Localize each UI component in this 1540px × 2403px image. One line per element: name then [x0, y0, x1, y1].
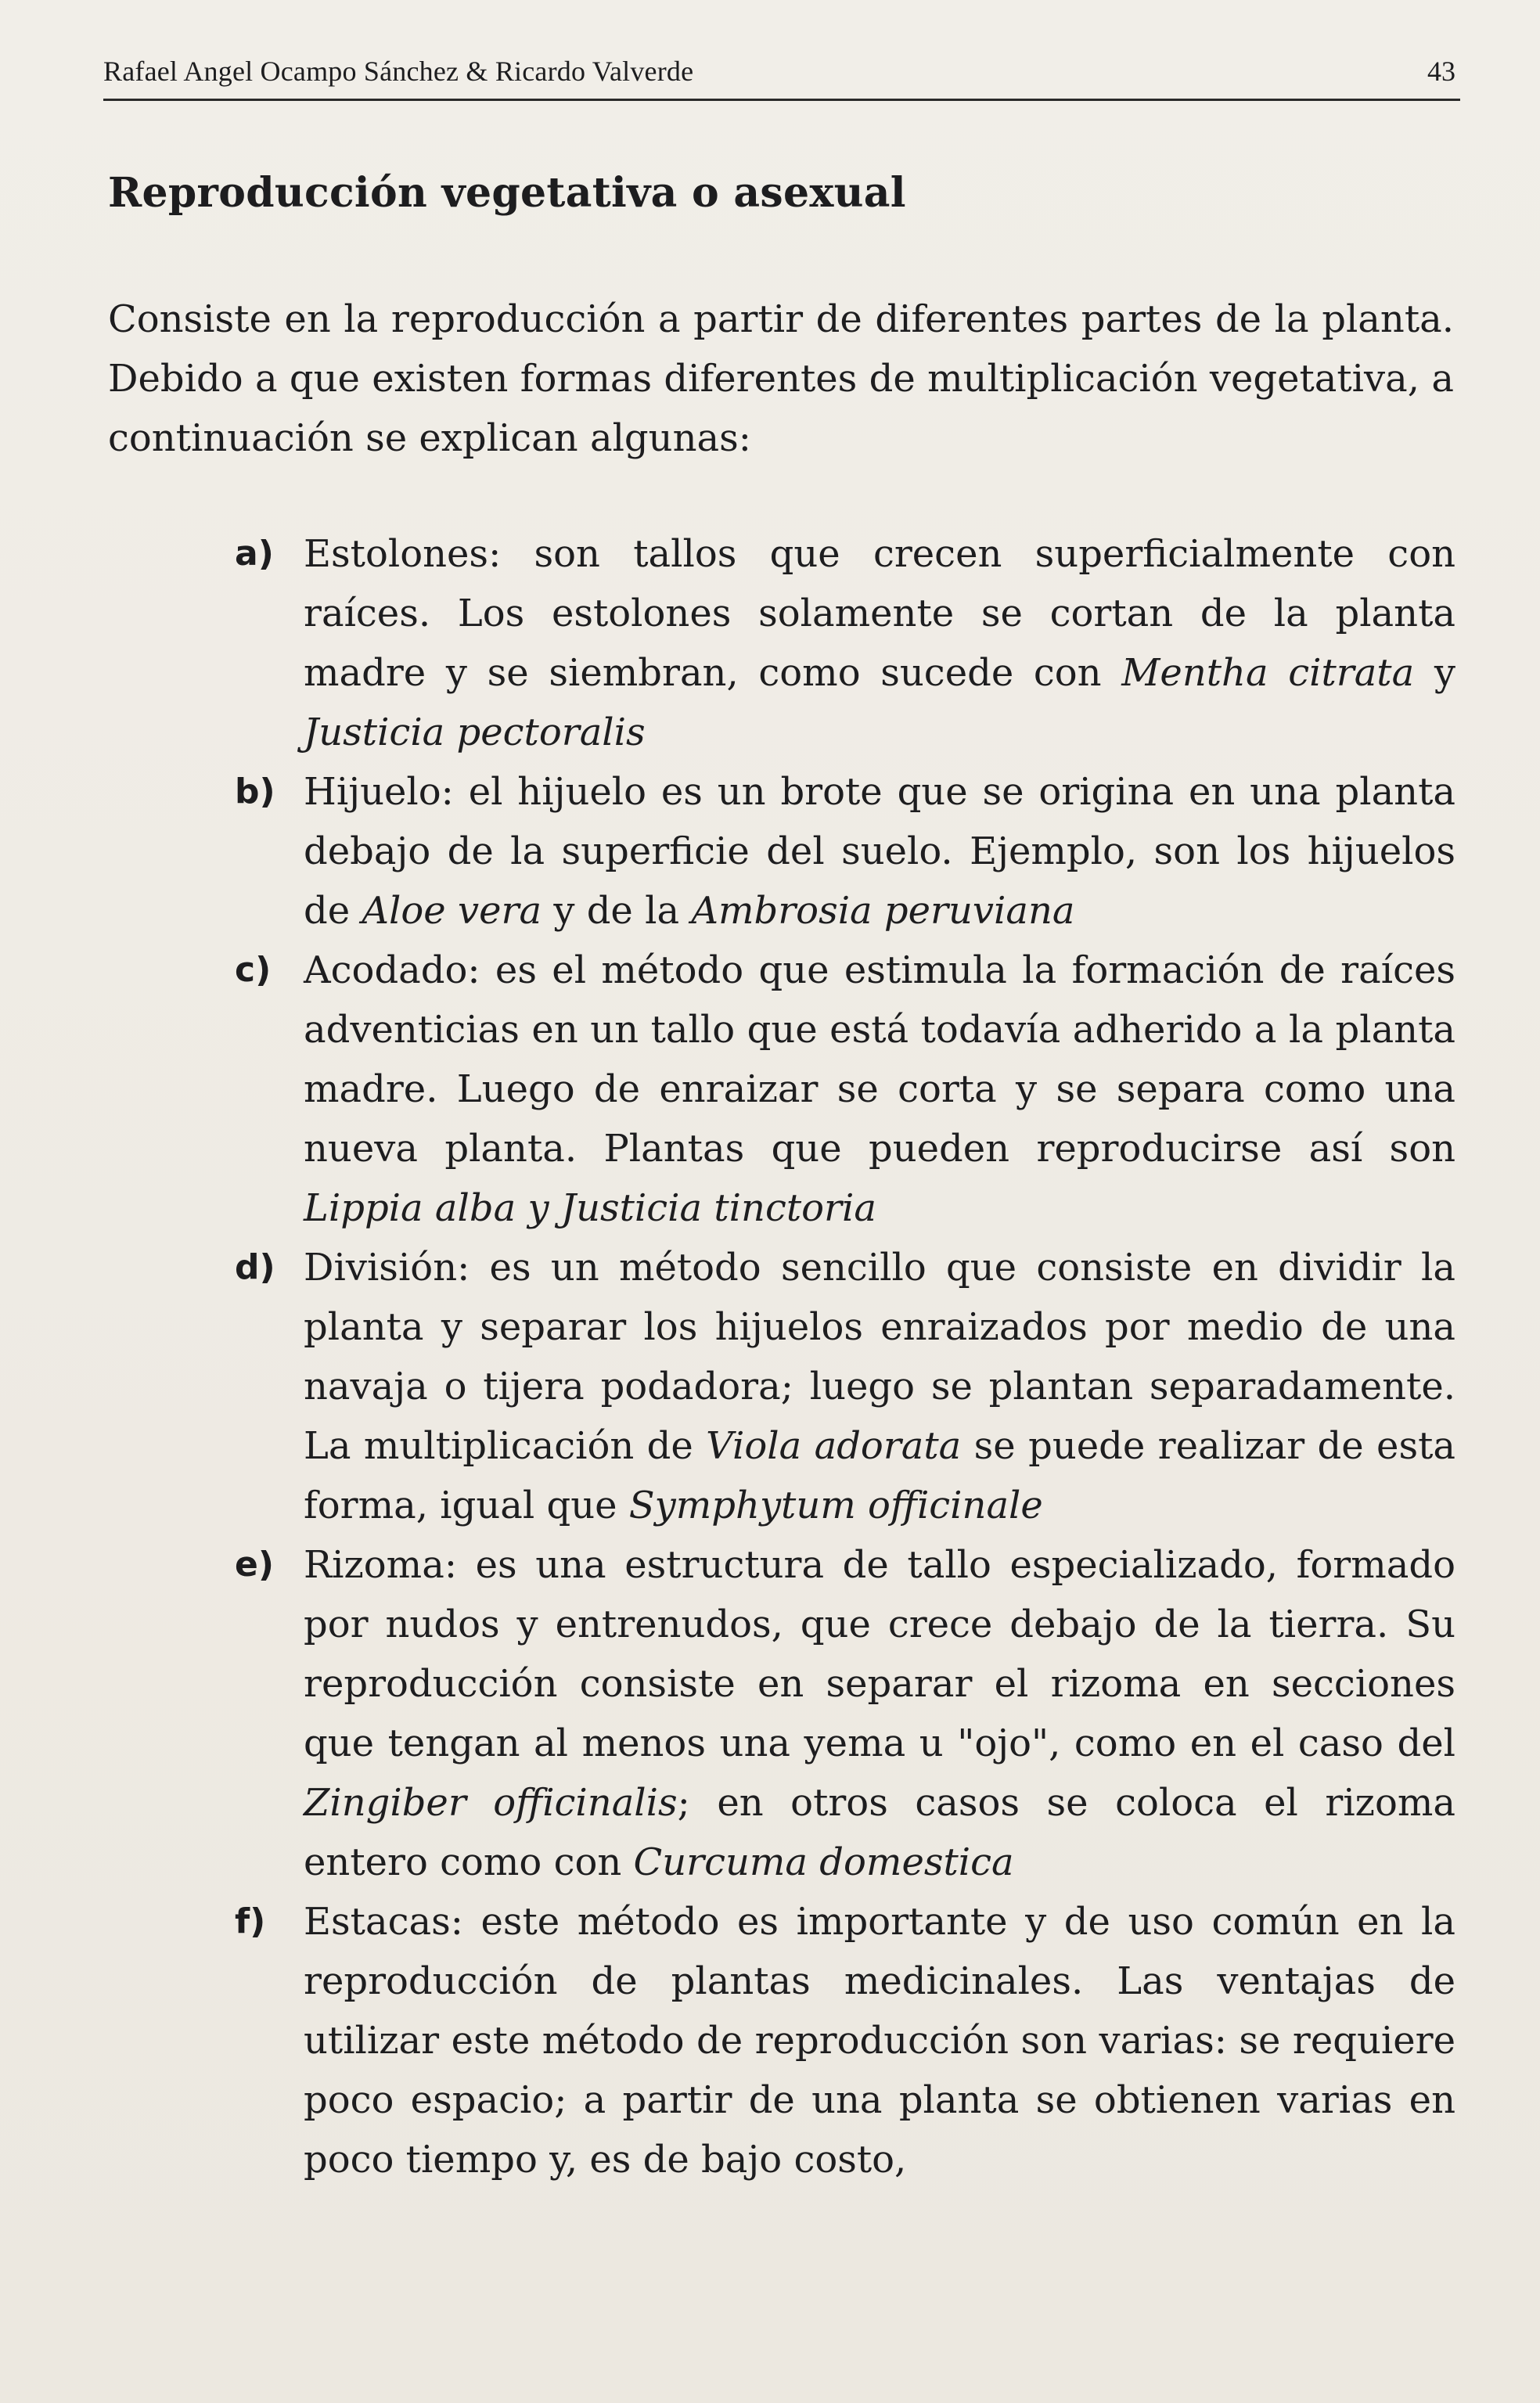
species-name: Ambrosia peruviana — [691, 889, 1075, 933]
running-header — [103, 52, 1460, 101]
list-item-estolones — [235, 524, 1455, 762]
list-item-rizoma — [235, 1535, 1455, 1892]
species-name: Zingiber officinalis — [304, 1781, 678, 1825]
item-text: Acodado: es el método que estimula la formación de raíces adventicias en un tallo que está todavía adherido a la planta madre. Luego de enraizar se corta y se separa como una nueva planta. Plantas que pueden reproducirse así son — [304, 948, 1455, 1171]
species-name: Mentha citrata — [1121, 651, 1415, 695]
list-marker: e) — [235, 1545, 274, 1585]
reproduction-methods-list — [235, 524, 1455, 2189]
page-number: 43 — [1427, 56, 1455, 87]
list-item-division — [235, 1238, 1455, 1535]
list-item-estacas — [235, 1892, 1455, 2189]
list-item-acodado — [235, 941, 1455, 1238]
species-name: Viola adorata — [706, 1424, 962, 1468]
section-title: Reproducción vegetativa o asexual — [108, 169, 906, 217]
item-text: Estacas: este método es importante y de uso común en la reproducción de plantas medicinales. Las ventajas de utilizar este método de reproducción son varias: se requiere poco espacio; a partir de una planta se obtienen varias en poco tiempo y, es de bajo costo, — [304, 1900, 1455, 2182]
intro-paragraph: Consiste en la reproducción a partir de diferentes partes de la planta. Debido a que existen formas diferentes de multiplicación vegetativa, a continuación se explican algunas: — [108, 297, 1454, 460]
item-text-join: ; en otros casos se coloca el rizoma entero como con — [304, 1781, 1456, 1884]
list-marker: b) — [235, 772, 275, 811]
list-marker: d) — [235, 1247, 275, 1287]
item-text-join: y de la — [542, 889, 692, 933]
item-text: División: es un método sencillo que consiste en dividir la planta y separar los hijuelos enraizados por medio de una navaja o tijera podadora; luego se plantan separadamente. La multiplicación de — [304, 1246, 1455, 1468]
item-text-join: y — [1414, 651, 1456, 695]
item-text-join: se puede realizar de esta forma, igual que — [304, 1424, 1456, 1527]
list-item-hijuelo — [235, 762, 1455, 941]
species-name: Curcuma domestica — [633, 1840, 1014, 1884]
item-text: Rizoma: es una estructura de tallo especializado, formado por nudos y entrenudos, que crece debajo de la tierra. Su reproducción consiste en separar el rizoma en secciones que tengan al menos una yema u "ojo", como en el caso del — [304, 1543, 1455, 1765]
species-name: Justicia pectoralis — [304, 710, 646, 754]
list-marker: c) — [235, 950, 272, 990]
list-marker: a) — [235, 534, 274, 574]
header-authors: Rafael Angel Ocampo Sánchez & Ricardo Valverde — [103, 56, 694, 87]
species-name: Aloe vera — [362, 889, 542, 933]
species-name: Symphytum officinale — [628, 1484, 1043, 1527]
item-text: Estolones: son tallos que crecen superficialmente con raíces. Los estolones solamente se cortan de la planta madre y se siembran, como sucede con — [304, 532, 1455, 695]
item-text: Hijuelo: el hijuelo es un brote que se origina en una planta debajo de la superficie del suelo. Ejemplo, son los hijuelos de — [304, 770, 1455, 933]
species-name: Lippia alba y Justicia tinctoria — [304, 1186, 876, 1230]
list-marker: f) — [235, 1901, 266, 1941]
